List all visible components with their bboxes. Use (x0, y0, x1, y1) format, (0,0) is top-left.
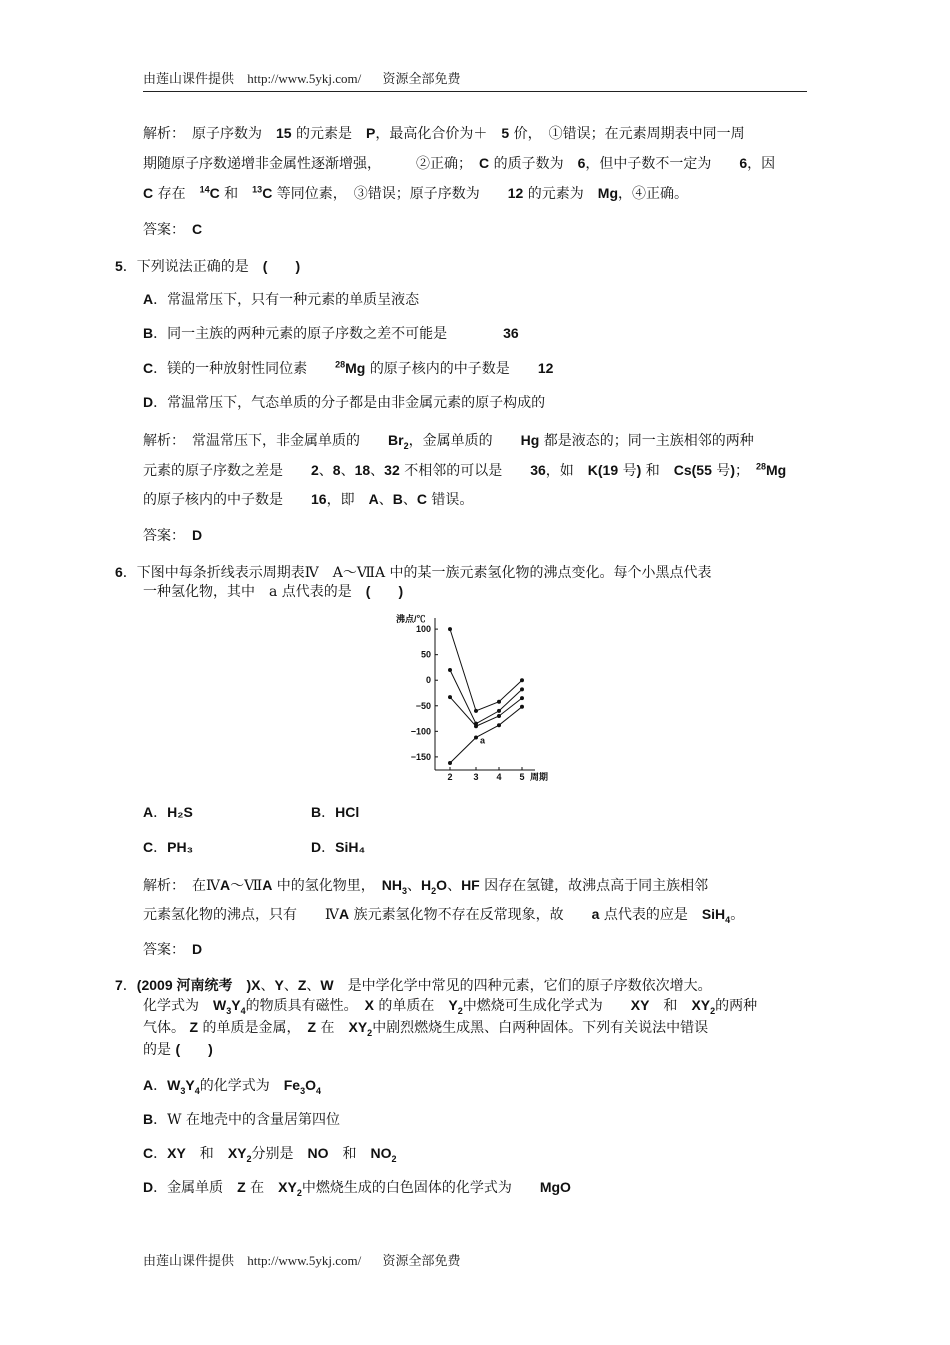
data-point (497, 723, 501, 727)
q6-stem-line2: 一种氢化物，其中 a 点代表的是 ( ) (143, 583, 404, 600)
x-tick-label: 5 (519, 772, 525, 782)
data-point (497, 709, 501, 713)
footer (143, 1250, 461, 1269)
data-point (520, 705, 524, 709)
series-line-4 (450, 707, 522, 763)
y-tick-label: 50 (420, 649, 431, 660)
data-point (497, 714, 501, 718)
q4-answer: 答案： C (143, 221, 203, 238)
x-tick-label: 4 (496, 772, 502, 782)
header-source: 由莲山课件提供 (143, 71, 235, 86)
data-point (448, 695, 452, 699)
y-tick-label: 0 (425, 675, 431, 686)
data-point (474, 735, 478, 739)
q7-stem-line4: 的是 ( ) (143, 1041, 213, 1058)
q6-analysis-line2: 元素氢化物的沸点，只有 ⅣA 族元素氢化物不存在反常现象，故 a 点代表的应是 SiH$_4$。 (143, 906, 745, 925)
y-tick-label: −50 (415, 700, 431, 711)
q5-stem: 5．下列说法正确的是 ( ) (115, 258, 301, 275)
q4-analysis-line2: 期随原子序数递增非金属性逐渐增强， ②正确； C 的质子数为 6，但中子数不一定为 6，因 (143, 155, 776, 172)
series-line-1 (450, 629, 522, 711)
x-tick-label: 2 (447, 772, 453, 782)
q6-analysis-line1: 解析： 在ⅣA～ⅦA 中的氢化物里， $NH_3$、$H_2O$、HF 因存在氢键，故沸点高于同主族相邻 (143, 877, 709, 896)
q5-analysis-line3: 的原子核内的中子数是 16，即 A、B、C 错误。 (143, 491, 474, 508)
q6-option-a[interactable]: A．H₂S (143, 804, 193, 821)
q5-analysis-line1: 解析： 常温常压下，非金属单质的 $Br_2$，金属单质的 Hg 都是液态的；同一主族相邻的两种 (143, 432, 754, 451)
data-point (474, 724, 478, 728)
q5-option-a[interactable]: A．常温常压下，只有一种元素的单质呈液态 (143, 291, 420, 308)
q6-option-c[interactable]: C．PH₃ (143, 839, 194, 856)
chart-ylabel: 沸点/℃ (396, 614, 426, 624)
x-tick-label: 3 (473, 772, 479, 782)
q5-analysis-line2: 元素的原子序数之差是 2、8、18、32 不相邻的可以是 36，如 K(19 号) 和 Cs(55 号)； $^{28}$Mg (143, 461, 787, 479)
y-tick-label: −100 (410, 726, 431, 737)
header (143, 68, 461, 87)
data-point (474, 709, 478, 713)
q7-stem-line3: 气体。 Z 的单质是金属， Z 在 $XY_2$中剧烈燃烧生成黑、白两种固体。下列有关说法中错误 (143, 1019, 709, 1038)
q5-option-c[interactable]: C．镁的一种放射性同位素 $^{28}$Mg 的原子核内的中子数是 12 (143, 359, 554, 377)
header-url[interactable]: http://www.5ykj.com/ (247, 71, 362, 86)
data-point (448, 627, 452, 631)
footer-free: 资源全部免费 (382, 1253, 461, 1268)
q5-answer: 答案： D (143, 527, 203, 544)
q7-option-d[interactable]: D．金属单质 Z 在 $XY_2$中燃烧生成的白色固体的化学式为 MgO (143, 1179, 571, 1198)
q7-option-b[interactable]: B．W 在地壳中的含量居第四位 (143, 1111, 340, 1128)
data-point (448, 668, 452, 672)
q6-stem-line1: 6．下图中每条折线表示周期表Ⅳ A～ⅦA 中的某一族元素氢化物的沸点变化。每个小黑点代表 (115, 564, 712, 581)
footer-source: 由莲山课件提供 (143, 1253, 235, 1268)
data-point (497, 700, 501, 704)
q7-stem-line1: 7．(2009 河南统考 )X、Y、Z、W 是中学化学中常见的四种元素，它们的原子序数依次增大。 (115, 977, 712, 994)
q7-option-a[interactable]: A．$W_3Y_4$的化学式为 $Fe_3O_4$ (143, 1077, 321, 1096)
q7-option-c[interactable]: C．XY 和 $XY_2$分别是 NO 和 $NO_2$ (143, 1145, 397, 1164)
q6-option-d[interactable]: D．SiH₄ (311, 839, 366, 856)
q5-option-b[interactable]: B．同一主族的两种元素的原子序数之差不可能是 36 (143, 325, 519, 342)
annotation-a: a (480, 735, 486, 746)
data-point (448, 761, 452, 765)
footer-url[interactable]: http://www.5ykj.com/ (247, 1253, 362, 1268)
data-point (520, 678, 524, 682)
q4-analysis-line3: C 存在 $^{14}$C 和 $^{13}$C 等同位素， ③错误；原子序数为 12 的元素为 Mg，④正确。 (143, 184, 689, 202)
q5-option-d[interactable]: D．常温常压下，气态单质的分子都是由非金属元素的原子构成的 (143, 394, 546, 411)
data-point (520, 687, 524, 691)
data-point (520, 696, 524, 700)
q6-option-b[interactable]: B．HCl (311, 804, 360, 821)
header-free: 资源全部免费 (382, 71, 461, 86)
q4-analysis-line1: 解析： 原子序数为 15 的元素是 P，最高化合价为＋ 5 价， ①错误；在元素周期表中同一周 (143, 125, 745, 142)
y-tick-label: −150 (410, 751, 431, 762)
boiling-point-chart (390, 610, 560, 785)
y-tick-label: 100 (415, 624, 431, 635)
series-line-3 (450, 697, 522, 726)
chart-xlabel: 周期 (530, 772, 549, 782)
q7-stem-line2: 化学式为 $W_3Y_4$的物质具有磁性。 X 的单质在 $Y_2$中燃烧可生成化学式为 XY 和 $XY_2$的两种 (143, 997, 758, 1016)
header-rule (143, 91, 807, 92)
q6-answer: 答案： D (143, 941, 203, 958)
